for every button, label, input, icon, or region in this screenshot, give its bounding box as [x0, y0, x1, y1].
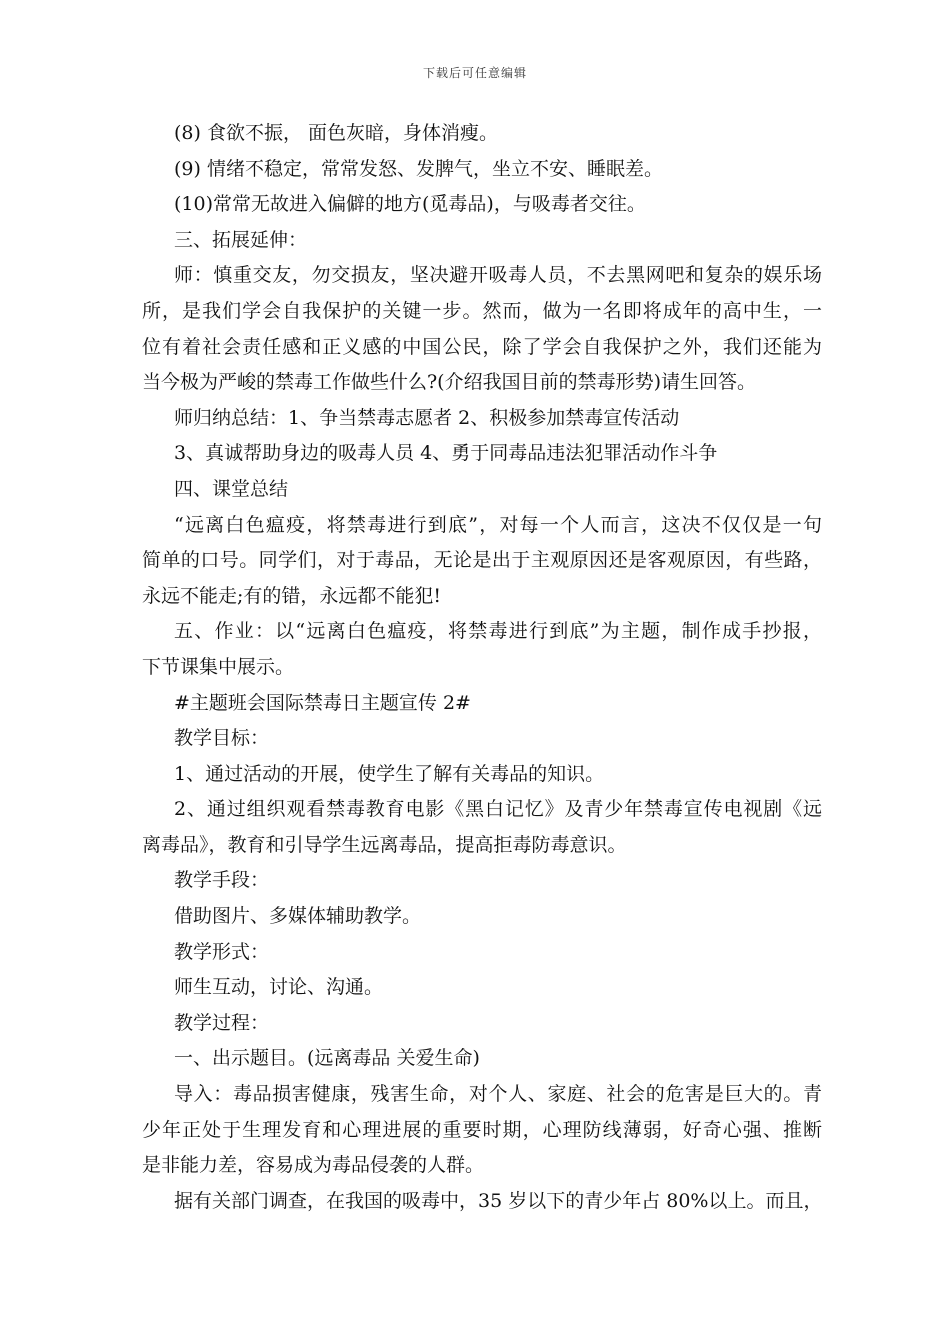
text-line: 离毒品》，教育和引导学生远离毒品，提高拒毒防毒意识。 [142, 833, 627, 856]
page-header: 下载后可任意编辑 [422, 66, 527, 80]
text-line: 师：慎重交友，勿交损友，坚决避开吸毒人员，不去黑网吧和复杂的娱乐场 [174, 264, 822, 287]
text-line: 教学形式： [174, 940, 270, 963]
text-line: 据有关部门调查，在我国的吸毒中，35 岁以下的青少年占 80%以上。而且， [174, 1189, 823, 1212]
text-line: 四、课堂总结 [174, 477, 289, 500]
document-body [142, 116, 822, 1219]
text-line: 三、拓展延伸： [174, 228, 308, 251]
text-line: 教学过程： [174, 1011, 270, 1034]
text-line: 简单的口号。同学们，对于毒品，无论是出于主观原因还是客观原因，有些路， [142, 549, 822, 572]
text-line: 教学手段： [174, 869, 270, 892]
text-line: 所，是我们学会自我保护的关键一步。然而，做为一名即将成年的高中生，一 [142, 299, 822, 322]
text-line: 教学目标： [174, 727, 270, 750]
text-line: 1、通过活动的开展，使学生了解有关毒品的知识。 [174, 762, 605, 785]
text-line: “远离白色瘟疫，将禁毒进行到底”，对每一个人而言，这决不仅仅是一句 [174, 513, 822, 536]
text-line: 少年正处于生理发育和心理进展的重要时期，心理防线薄弱，好奇心强、推断 [142, 1118, 822, 1141]
text-line: #主题班会国际禁毒日主题宣传 2# [174, 691, 471, 714]
text-line: 2、通过组织观看禁毒教育电影《黑白记忆》及青少年禁毒宣传电视剧《远 [174, 798, 822, 821]
text-line: 当今极为严峻的禁毒工作做些什么?(介绍我国目前的禁毒形势)请生回答。 [142, 371, 757, 394]
text-line: 永远不能走;有的错，永远都不能犯! [142, 584, 442, 607]
text-line: 下节课集中展示。 [142, 655, 295, 678]
text-line: 一、出示题目。(远离毒品 关爱生命) [174, 1047, 480, 1070]
text-line: 是非能力差，容易成为毒品侵袭的人群。 [142, 1154, 485, 1177]
text-line: 借助图片、多媒体辅助教学。 [174, 905, 422, 928]
text-line: (8) 食欲不振， 面色灰暗，身体消瘦。 [174, 122, 498, 144]
text-line: 师归纳总结：1、争当禁毒志愿者 2、积极参加禁毒宣传活动 [174, 406, 680, 429]
text-line: 3、真诚帮助身边的吸毒人员 4、勇于同毒品违法犯罪活动作斗争 [174, 442, 718, 465]
text-line: 师生互动，讨论、沟通。 [174, 976, 384, 999]
text-line: 五、作业：以“远离白色瘟疫，将禁毒进行到底”为主题，制作成手抄报， [174, 620, 822, 643]
text-line: (10)常常无故进入偏僻的地方(觅毒品)，与吸毒者交往。 [174, 193, 646, 216]
text-line: 导入：毒品损害健康，残害生命，对个人、家庭、社会的危害是巨大的。青 [174, 1083, 822, 1106]
text-line: 位有着社会责任感和正义感的中国公民，除了学会自我保护之外，我们还能为 [142, 335, 822, 358]
text-line: (9) 情绪不稳定，常常发怒、发脾气，坐立不安、睡眠差。 [174, 157, 663, 180]
